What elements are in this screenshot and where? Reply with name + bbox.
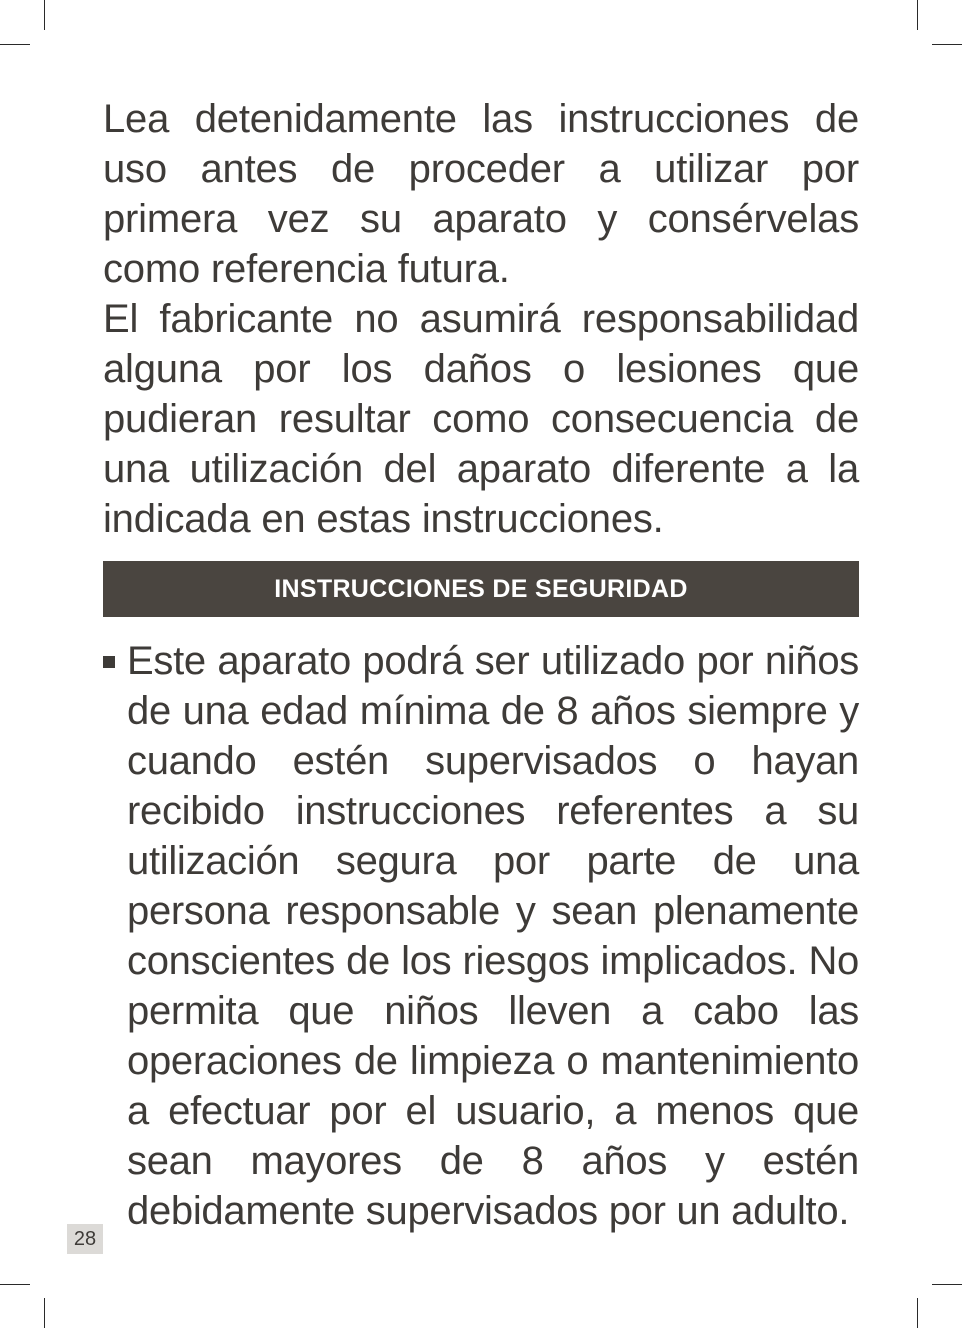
- crop-mark-top-left-vertical: [44, 0, 45, 30]
- intro-paragraph-2: El fabricante no asumirá responsabilidad alguna por los daños o lesiones que pudieran resultar como consecuencia de una utilización del aparato diferente a la indicada en estas instrucciones.: [103, 297, 859, 541]
- crop-mark-bottom-left-vertical: [44, 1298, 45, 1328]
- square-bullet-icon: [103, 656, 115, 668]
- page-number: 28: [67, 1224, 103, 1254]
- intro-section: [103, 94, 859, 544]
- safety-list: [103, 636, 859, 1236]
- intro-paragraph-1: Lea detenidamente las instrucciones de uso antes de proceder a utilizar por primera vez su aparato y consérvelas como referencia futura.: [103, 97, 859, 291]
- section-heading: INSTRUCCIONES DE SEGURIDAD: [103, 561, 859, 617]
- crop-mark-top-left-horizontal: [0, 44, 30, 45]
- list-item-text: Este aparato podrá ser utilizado por niños de una edad mínima de 8 años siempre y cuando estén supervisados o hayan recibido instrucciones referentes a su utilización segura por parte de una persona responsable y sean plenamente conscientes de los riesgos implicados. No permita que niños lleven a cabo las operaciones de limpieza o mantenimiento a efectuar por el usuario, a menos que sean mayores de 8 años y estén debidamente supervisados por un adulto.: [127, 639, 859, 1233]
- crop-mark-top-right-vertical: [917, 0, 918, 30]
- crop-mark-bottom-left-horizontal: [0, 1284, 30, 1285]
- list-item: [103, 636, 859, 1236]
- crop-mark-top-right-horizontal: [932, 44, 962, 45]
- crop-mark-bottom-right-vertical: [917, 1298, 918, 1328]
- crop-mark-bottom-right-horizontal: [932, 1284, 962, 1285]
